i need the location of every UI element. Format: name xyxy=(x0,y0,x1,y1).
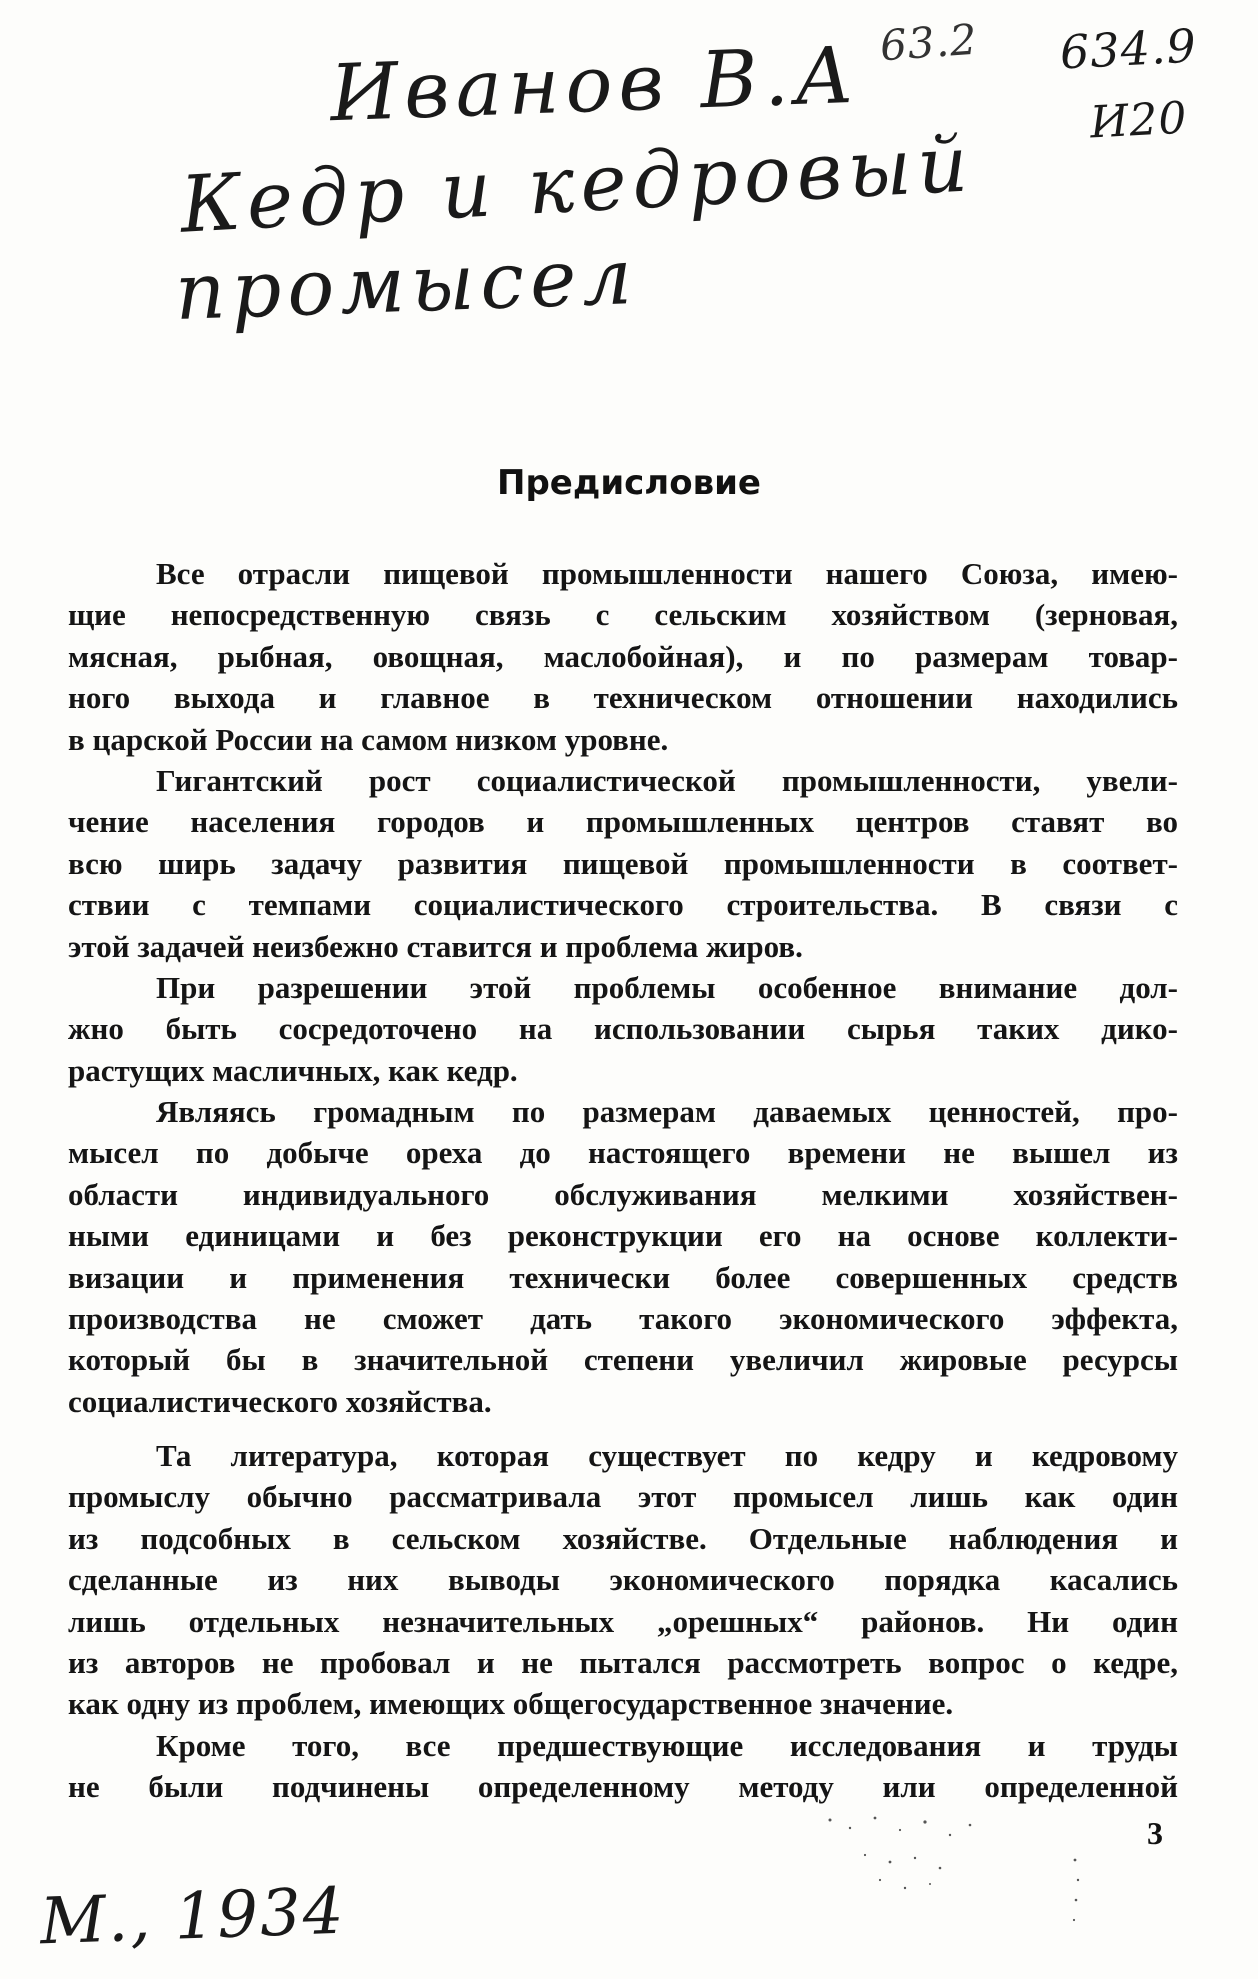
text-line: который бы в значительной степени увеличил жировые ресурсы xyxy=(68,1342,1178,1378)
text-line: социалистического хозяйства. xyxy=(68,1383,492,1419)
page-title: Предисловие xyxy=(497,463,761,503)
text-line: мысел по добыче ореха до настоящего времени не вышел из xyxy=(68,1135,1178,1171)
text-line: ными единицами и без реконструкции его на основе коллекти- xyxy=(68,1218,1178,1254)
text-line: этой задачей неизбежно ставится и проблема жиров. xyxy=(68,928,803,964)
scan-noise-decoration xyxy=(790,1800,1120,1940)
text-line: из авторов не пробовал и не пытался рассмотреть вопрос о кедре, xyxy=(68,1644,1178,1680)
page-number: 3 xyxy=(1147,1815,1163,1851)
text-line: Та литература, которая существует по кедру и кедровому xyxy=(156,1438,1178,1473)
text-line: щие непосредственную связь с сельским хозяйством (зерновая, xyxy=(68,597,1178,633)
text-line: растущих масличных, как кедр. xyxy=(68,1052,518,1088)
text-line: Кроме того, все предшествующие исследования и труды xyxy=(156,1727,1178,1763)
text-line: Гигантский рост социалистической промышленности, увели- xyxy=(156,762,1178,798)
handwritten-title-note-line1: Кедр и кедровый xyxy=(178,119,976,251)
text-line: производства не сможет дать такого экономического эффекта, xyxy=(68,1301,1178,1337)
handwritten-catalog-code-2: 634.9 xyxy=(1058,18,1199,80)
handwritten-author-note: Иванов В.А xyxy=(328,30,862,140)
text-line: Все отрасли пищевой промышленности нашего Союза, имею- xyxy=(156,556,1178,591)
body-text-block-2 xyxy=(68,1435,1178,1808)
handwritten-catalog-code-3: И20 xyxy=(1088,92,1189,149)
text-line: Являясь громадным по размерам даваемых ценностей, про- xyxy=(156,1094,1178,1130)
text-line: При разрешении этой проблемы особенное внимание дол- xyxy=(156,969,1178,1005)
text-line: сделанные из них выводы экономического порядка касались xyxy=(68,1562,1178,1598)
text-line: не были подчинены определенному методу или определенной xyxy=(68,1769,1178,1805)
text-line: всю ширь задачу развития пищевой промышленности в соответ- xyxy=(68,845,1178,881)
text-line: жно быть сосредоточено на использовании сырья таких дико- xyxy=(68,1011,1178,1047)
text-line: чение населения городов и промышленных центров ставят во xyxy=(68,804,1178,840)
text-line: как одну из проблем, имеющих общегосударственное значение. xyxy=(68,1686,954,1722)
body-text-block-1 xyxy=(68,553,1178,1422)
text-line: в царской России на самом низком уровне. xyxy=(68,721,669,757)
text-line: мясная, рыбная, овощная, маслобойная), и по размерам товар- xyxy=(68,638,1178,674)
text-line: области индивидуального обслуживания мелкими хозяйствен- xyxy=(68,1176,1178,1212)
text-line: промыслу обычно рассматривала этот промысел лишь как один xyxy=(68,1479,1178,1515)
handwritten-title-note-line2: промысел xyxy=(173,231,640,339)
handwritten-catalog-code-1: 63.2 xyxy=(878,14,980,71)
text-line: ствии с темпами социалистического строительства. В связи с xyxy=(68,887,1178,923)
text-line: ного выхода и главное в техническом отношении находились xyxy=(68,680,1178,716)
text-line: лишь отдельных незначительных „орешных“ районов. Ни один xyxy=(68,1603,1178,1639)
text-line: из подсобных в сельском хозяйстве. Отдельные наблюдения и xyxy=(68,1520,1178,1556)
handwritten-publication-date: М., 1934 xyxy=(38,1874,347,1960)
text-line: визации и применения технически более совершенных средств xyxy=(68,1259,1178,1295)
